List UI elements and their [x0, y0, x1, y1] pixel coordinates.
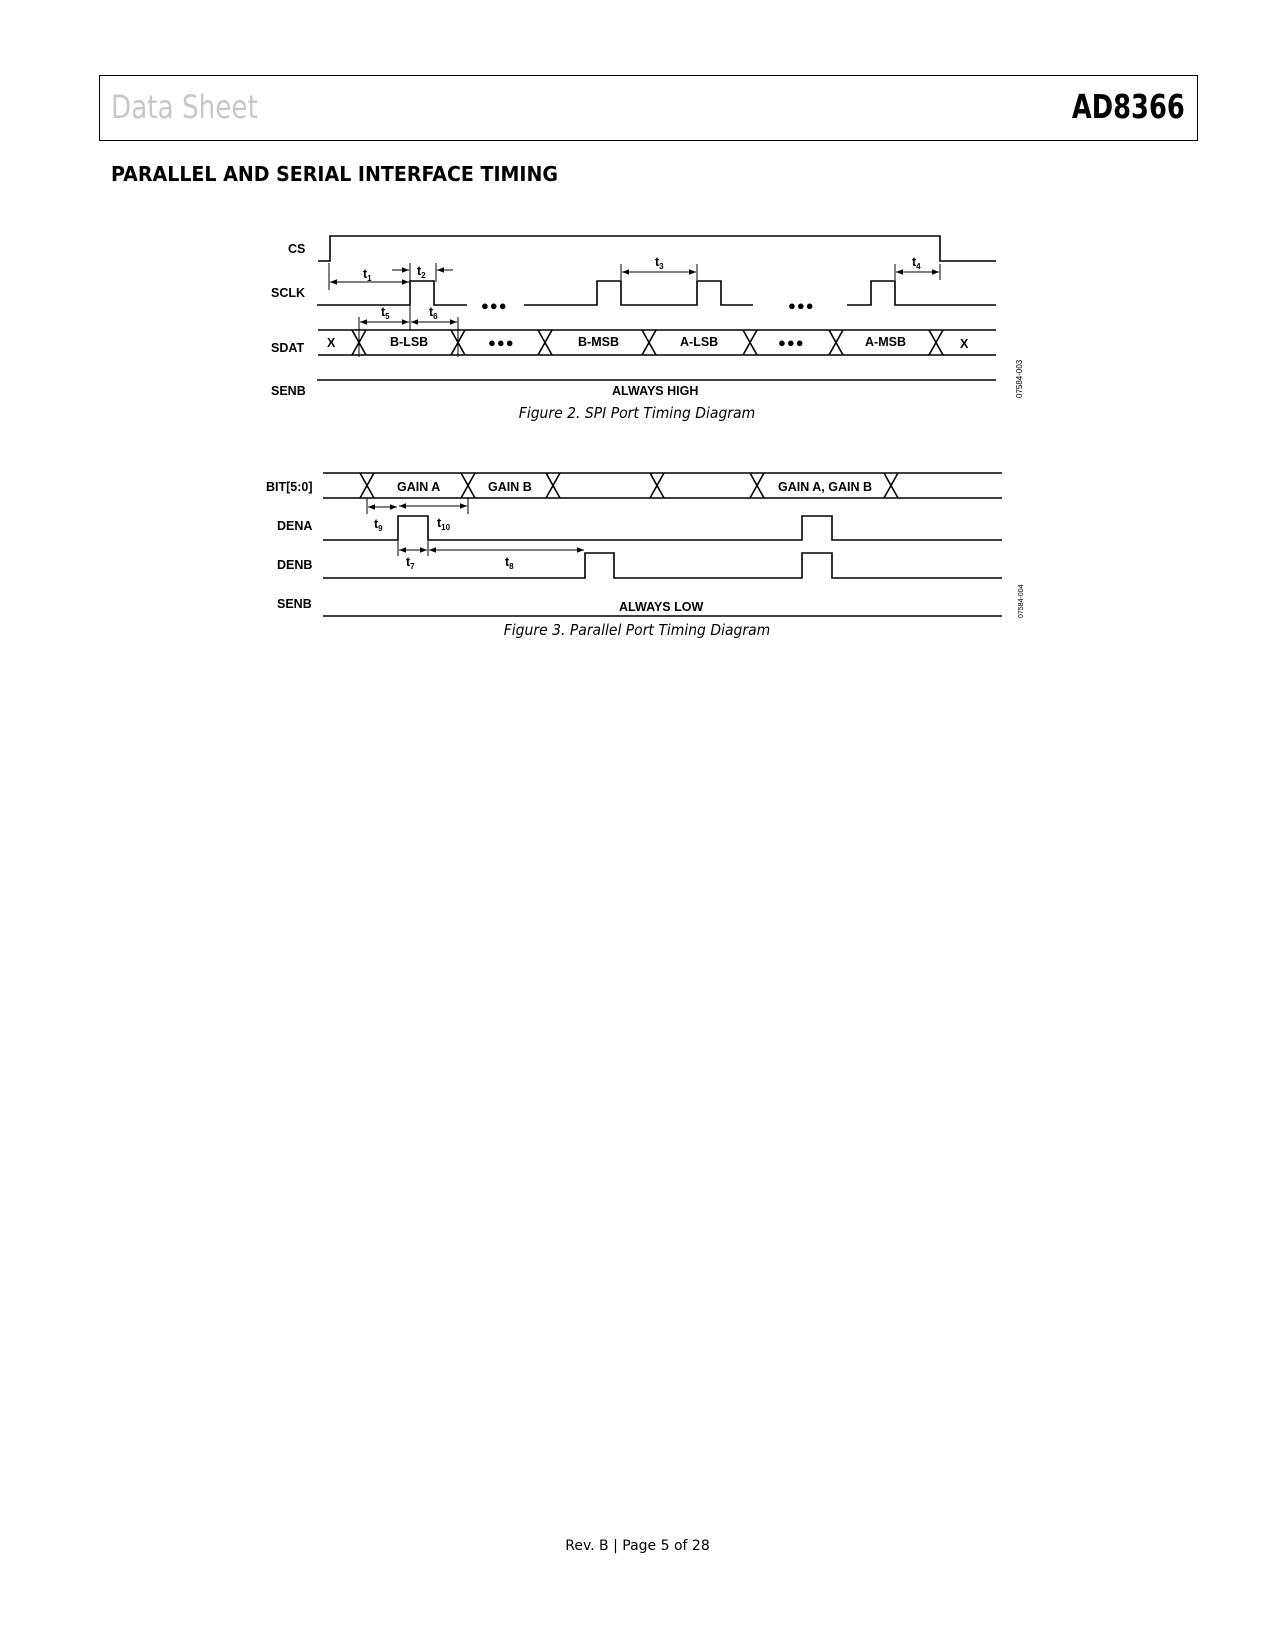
timing-label-t8: $t_8$	[505, 555, 514, 571]
bus-field: GAIN A	[397, 480, 441, 494]
timing-label-t10: $t_{10}$	[437, 516, 451, 532]
document-type: Data Sheet	[111, 88, 258, 126]
sdat-field: X	[960, 337, 969, 351]
figure-code: 07584-003	[1015, 359, 1024, 398]
ellipsis: ●●●	[488, 335, 515, 350]
ellipsis: ●●●	[481, 298, 508, 313]
figure-caption: Figure 3. Parallel Port Timing Diagram	[503, 621, 771, 639]
timing-label-t9: $t_9$	[374, 517, 383, 533]
timing-label-t5: $t_5$	[381, 305, 390, 321]
signal-label-bit-bus: BIT[5:0]	[266, 480, 313, 494]
sdat-field: B-LSB	[390, 335, 429, 349]
timing-label-t3: $t_3$	[655, 255, 664, 271]
sdat-field: X	[327, 336, 336, 350]
senb-note: ALWAYS HIGH	[612, 384, 699, 398]
parallel-timing-diagram	[0, 0, 1275, 640]
bus-field: GAIN A, GAIN B	[778, 480, 872, 494]
signal-label-sclk: SCLK	[271, 286, 306, 300]
sdat-field: A-LSB	[680, 335, 719, 349]
part-number: AD8366	[1072, 87, 1185, 126]
page-footer: Rev. B | Page 5 of 28	[565, 1538, 710, 1554]
timing-label-t1: $t_1$	[363, 267, 372, 283]
ellipsis: ●●●	[788, 298, 815, 313]
figure-caption: Figure 2. SPI Port Timing Diagram	[518, 404, 756, 422]
sdat-field: A-MSB	[865, 335, 906, 349]
figure-code: 07584-004	[1018, 584, 1025, 618]
senb-note: ALWAYS LOW	[619, 600, 704, 614]
timing-label-t7: $t_7$	[406, 555, 415, 571]
sdat-field: B-MSB	[578, 335, 619, 349]
section-heading: PARALLEL AND SERIAL INTERFACE TIMING	[111, 162, 559, 186]
signal-label-denb: DENB	[277, 558, 313, 572]
ellipsis: ●●●	[778, 335, 805, 350]
signal-label-sdat: SDAT	[271, 341, 305, 355]
signal-label-senb: SENB	[277, 597, 312, 611]
signal-label-senb: SENB	[271, 384, 306, 398]
timing-label-t4: $t_4$	[912, 255, 921, 271]
signal-label-dena: DENA	[277, 519, 313, 533]
timing-label-t2: $t_2$	[417, 264, 426, 280]
bus-field: GAIN B	[488, 480, 532, 494]
timing-label-t6: $t_6$	[429, 305, 438, 321]
signal-label-cs: CS	[288, 242, 306, 256]
